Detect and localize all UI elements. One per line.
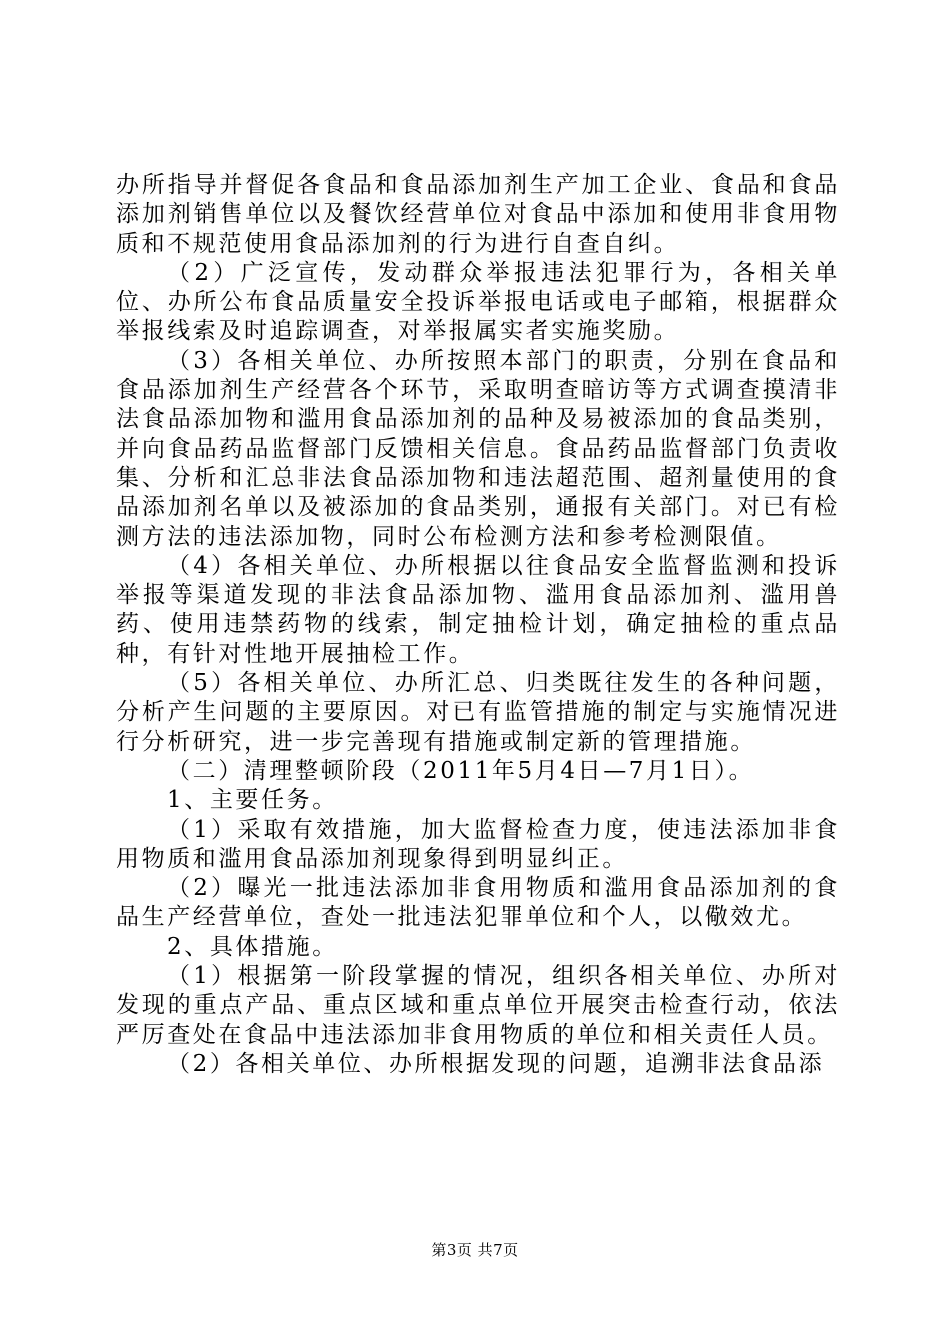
paragraph: 办所指导并督促各食品和食品添加剂生产加工企业、食品和食品添加剂销售单位以及餐饮经营单位对食品中添加和使用非食用物质和不规范使用食品添加剂的行为进行自查自纠。 <box>116 172 840 257</box>
paragraph: （5）各相关单位、办所汇总、归类既往发生的各种问题，分析产生问题的主要原因。对已有监管措施的制定与实施情况进行分析研究，进一步完善现有措施或制定新的管理措施。 <box>116 670 840 755</box>
paragraph: （2）各相关单位、办所根据发现的问题，追溯非法食品添 <box>167 1050 825 1077</box>
paragraph: （2）曝光一批违法添加非食用物质和滥用食品添加剂的食品生产经营单位，查处一批违法犯罪单位和个人，以儆效尤。 <box>116 875 840 931</box>
paragraph: （4）各相关单位、办所根据以往食品安全监督监测和投诉举报等渠道发现的非法食品添加物、滥用食品添加剂、滥用兽药、使用违禁药物的线索，制定抽检计划，确定抽检的重点品种，有针对性地开展抽检工作。 <box>116 552 840 667</box>
paragraph: （1）采取有效措施，加大监督检查力度，使违法添加非食用物质和滥用食品添加剂现象得到明显纠正。 <box>116 816 840 872</box>
paragraph: （3）各相关单位、办所按照本部门的职责，分别在食品和食品添加剂生产经营各个环节，采取明查暗访等方式调查摸清非法食品添加物和滥用食品添加剂的品种及易被添加的食品类别，并向食品药品监督部门反馈相关信息。食品药品监督部门负责收集、分析和汇总非法食品添加物和违法超范围、超剂量使用的食品添加剂名单以及被添加的食品类别，通报有关部门。对已有检测方法的违法添加物，同时公布检测方法和参考检测限值。 <box>116 347 840 550</box>
page-number-footer: 第3页 共7页 <box>431 1241 519 1259</box>
subsection-heading: 1、主要任务。 <box>167 787 338 814</box>
paragraph: （1）根据第一阶段掌握的情况，组织各相关单位、办所对发现的重点产品、重点区域和重点单位开展突击检查行动，依法严厉查处在食品中违法添加非食用物质的单位和相关责任人员。 <box>116 963 840 1048</box>
document-body <box>116 171 840 1079</box>
section-heading: （二）清理整顿阶段（2011年5月4日—7月1日）。 <box>167 757 755 784</box>
subsection-heading: 2、具体措施。 <box>167 933 338 960</box>
paragraph: （2）广泛宣传，发动群众举报违法犯罪行为，各相关单位、办所公布食品质量安全投诉举报电话或电子邮箱，根据群众举报线索及时追踪调查，对举报属实者实施奖励。 <box>116 259 840 345</box>
